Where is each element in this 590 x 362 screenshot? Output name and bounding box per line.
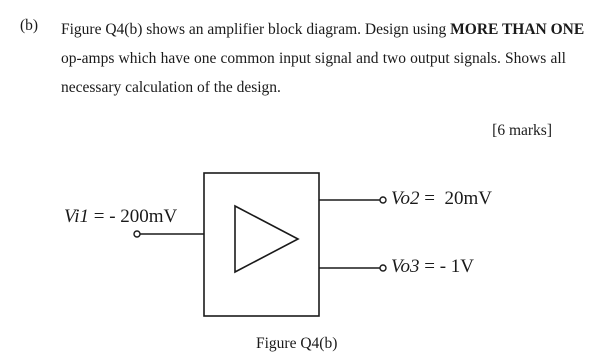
output-terminal-2 [380,265,386,271]
input-signal-symbol: Vi1 [64,206,89,227]
amplifier-block [204,173,319,316]
output-signal-1-label [391,188,492,210]
question-line-3: necessary calculation of the design. [61,79,281,96]
figure-caption: Figure Q4(b) [256,335,338,352]
part-label: (b) [20,17,39,34]
question-line-1-text: Figure Q4(b) shows an amplifier block diagram. Design using [61,21,451,38]
input-terminal [134,231,140,237]
question-bold-emphasis: MORE THAN ONE [450,21,585,38]
input-signal-value: = - 200mV [88,206,178,227]
output-signal-2-value: = - 1V [419,256,475,277]
input-signal-label [64,206,177,228]
output-signal-1-value: = 20mV [419,188,492,209]
marks-label: [6 marks] [492,122,552,139]
output-signal-1-symbol: Vo2 [391,188,420,209]
output-signal-2-symbol: Vo3 [391,256,420,277]
output-terminal-1 [380,197,386,203]
amplifier-triangle [235,206,298,272]
output-signal-2-label [391,256,474,278]
question-line-2: op-amps which have one common input signal and two output signals. Shows all [61,50,566,67]
